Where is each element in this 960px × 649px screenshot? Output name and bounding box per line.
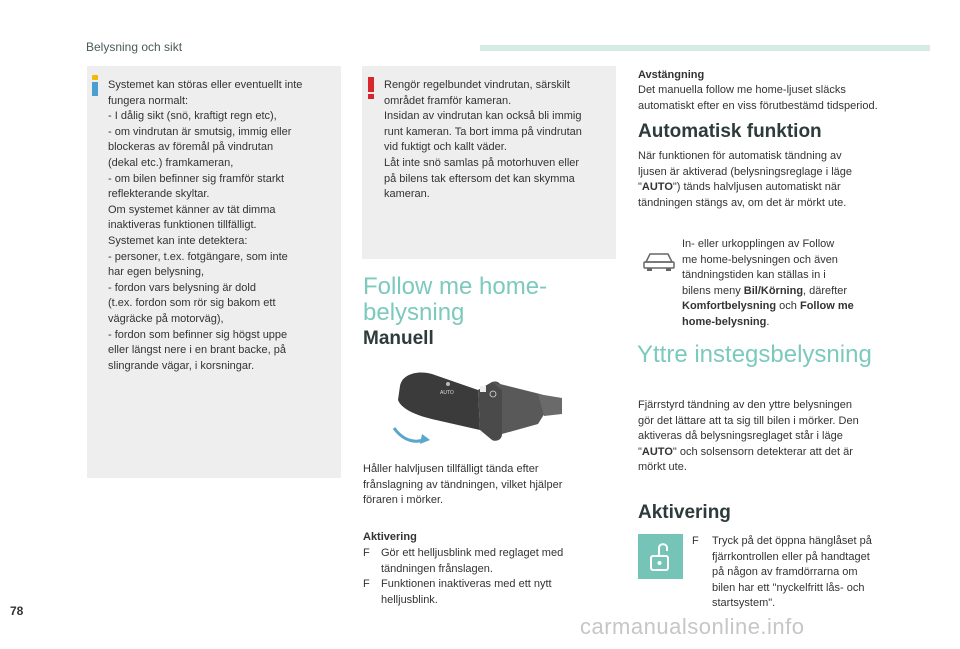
bullet-icon: F [363,578,370,591]
lever-auto-label: AUTO [440,390,454,396]
car-note-part3: och [776,300,800,313]
manual-heading: Manuell [363,328,434,349]
list-item-text: Funktionen inaktiveras med ett nytt helljusblink. [381,578,552,606]
activation-heading-left: Aktivering [363,531,417,543]
exterior-text-bold: AUTO [641,445,673,458]
deactivation-heading: Avstängning [638,69,705,81]
header-divider [480,45,930,51]
section-header: Belysning och sikt [86,40,183,54]
page-number: 78 [10,604,24,618]
auto-text-part1: När funktionen för automatisk tändning av ljusen är aktiverad (belysningsreglage i läge " [638,150,853,194]
menu-bil-korning: Bil/Körning [743,284,804,297]
info-icon-bar [92,82,98,96]
car-note-part1: In- eller urkopplingen av Follow me home-belysningen och även tändningstiden kan ställas in i bilens meny [682,238,838,297]
follow-me-title-line1: Follow me home- [363,273,548,300]
bullet-icon: F [692,535,699,547]
list-item-text: Gör ett helljusblink med reglaget med tändningen frånslagen. [381,547,564,575]
car-note-part2: , därefter [803,284,848,297]
exterior-lighting-heading: Yttre instegsbelysning [637,341,872,368]
warning-icon [365,76,377,100]
auto-text-part2: ") tänds halvljusen automatiskt när tändningen stängs av, om det är mörkt ute. [638,181,847,209]
follow-me-description: Håller halvljusen tillfälligt tända efter frånslagning av tändningen, vilket hjälper föraren i mörker. [363,463,563,507]
car-menu-note [682,237,882,331]
menu-komfortbelysning: Komfortbelysning [682,300,777,313]
exterior-text-part2: " och solsensorn detekterar att det är mörkt ute. [638,445,853,474]
exterior-text-part1: Fjärrstyrd tändning av den yttre belysningen gör det lättare att ta sig till bilen i mörker. Den aktiveras då belysningsreglaget står i läge " [638,399,859,458]
auto-text-bold: AUTO [641,181,673,194]
list-item [363,577,603,608]
activation-list-left [363,546,603,608]
info-icon [92,75,98,80]
deactivation-text: Det manuella follow me home-ljuset släcks automatiskt efter en viss förutbestämd tidsperiod. [638,84,878,112]
list-item [363,546,603,577]
menu-follow-me: Follow me home-belysning [682,300,854,328]
auto-function-heading: Automatisk funktion [638,121,822,142]
info-text: Systemet kan störas eller eventuellt inte fungera normalt: - I dålig sikt (snö, kraftigt regn etc), - om vindrutan är smutsig, immig eller blockeras av föremål på vindrutan (dekal etc.) framkameran, - om bilen befinner sig framför starkt reflekterande skyltar. Om systemet känner av tät dimma inaktiveras funktionen tillfälligt. Systemet kan inte detektera: - personer, t.ex. fotgängare, som inte har egen belysning, - fordon vars belysning är dold (t.ex. fordon som rör sig bakom ett vägräcke på motorväg), - fordon som befinner sig högst uppe eller längst nere i en brant backe, på slingrande vägar, i korsningar. [108,79,303,372]
lighting-stalk-illustration [388,364,562,454]
activation-instruction-text: Tryck på det öppna hänglåset på fjärrkontrollen eller på handtaget på någon av framdörrarna om bilen har ett "nyckelfritt lås- och startsystem". [712,535,872,610]
exterior-lighting-text [638,398,938,476]
follow-me-title [363,274,547,326]
bullet-icon: F [363,547,370,559]
car-icon [642,248,676,272]
activation-heading-right: Aktivering [638,502,731,523]
activation-instruction [692,534,902,612]
car-note-part4: . [766,315,770,328]
follow-me-title-line2: belysning [363,299,465,326]
watermark: carmanualsonline.info [580,614,805,639]
unlock-icon [638,534,683,579]
warning-text: Rengör regelbundet vindrutan, särskilt området framför kameran. Insidan av vindrutan kan också bli immig runt kameran. Ta bort imma på vindrutan vid fuktigt och kallt väder. Låt inte snö samlas på motorhuven eller på bilens tak eftersom det kan skymma kameran. [384,79,582,201]
auto-function-text [638,149,938,211]
